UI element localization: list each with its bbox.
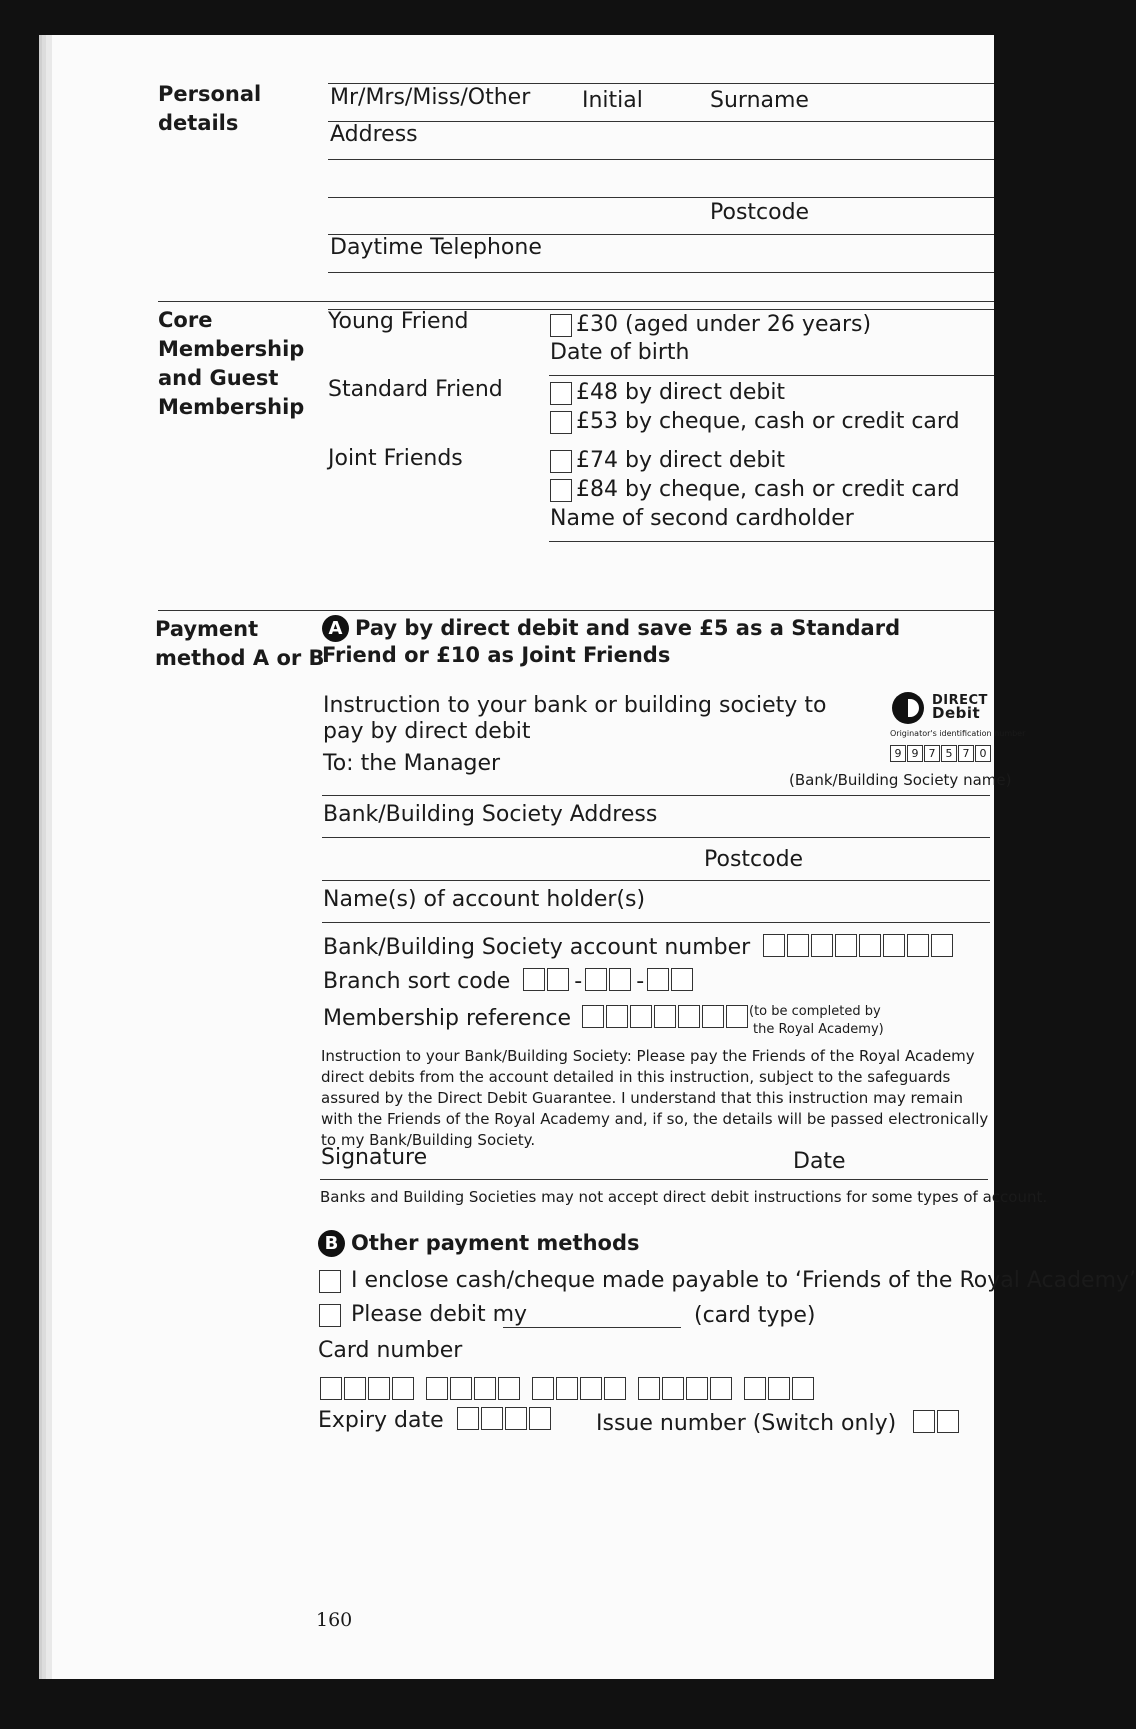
divider bbox=[328, 83, 994, 84]
form-page bbox=[52, 35, 1136, 1679]
ref-note-line: the Royal Academy) bbox=[753, 1022, 884, 1037]
date-of-birth-line[interactable] bbox=[549, 375, 994, 376]
direct-debit-title: Pay by direct debit and save £5 as a Standard Friend or £10 as Joint Friends bbox=[322, 616, 901, 667]
section-divider bbox=[158, 610, 994, 611]
sort-code-field[interactable] bbox=[323, 968, 695, 994]
card-number-label: Card number bbox=[318, 1338, 463, 1363]
option-b-badge: B bbox=[318, 1230, 345, 1257]
address-label: Address bbox=[330, 122, 418, 147]
issue-number-field[interactable] bbox=[596, 1410, 961, 1436]
card-number-boxes[interactable] bbox=[320, 1377, 816, 1401]
young-friend-label: Young Friend bbox=[328, 309, 469, 334]
joint-dd-checkbox[interactable] bbox=[550, 450, 572, 473]
standard-other-checkbox[interactable] bbox=[550, 411, 572, 434]
telephone-label: Daytime Telephone bbox=[330, 235, 542, 260]
enclose-cheque-label: I enclose cash/cheque made payable to ‘Friends of the Royal Academy’ bbox=[351, 1268, 1136, 1293]
card-type-label: (card type) bbox=[694, 1303, 816, 1328]
bank-postcode-line[interactable] bbox=[322, 880, 990, 881]
originator-digit: 7 bbox=[924, 745, 940, 762]
section-divider bbox=[158, 301, 994, 302]
dd-logo-bottom: Debit bbox=[932, 704, 981, 722]
standard-dd-price: £48 by direct debit bbox=[576, 380, 786, 405]
direct-debit-icon bbox=[890, 691, 930, 725]
originator-digit: 9 bbox=[890, 745, 906, 762]
joint-friends-label: Joint Friends bbox=[328, 446, 463, 471]
account-number-field[interactable] bbox=[323, 934, 955, 960]
membership-ref-field[interactable] bbox=[323, 1005, 750, 1031]
issue-number-boxes[interactable] bbox=[913, 1411, 961, 1436]
account-holders-label: Name(s) of account holder(s) bbox=[323, 887, 646, 912]
account-number-boxes[interactable] bbox=[763, 935, 955, 960]
page-number: 160 bbox=[316, 1609, 353, 1631]
account-number-label: Bank/Building Society account number bbox=[323, 935, 751, 960]
title-field-label: Mr/Mrs/Miss/Other bbox=[330, 85, 531, 110]
date-of-birth-label: Date of birth bbox=[550, 340, 690, 365]
initial-label: Initial bbox=[582, 88, 643, 113]
expiry-label: Expiry date bbox=[318, 1408, 444, 1433]
address-line[interactable] bbox=[328, 197, 994, 198]
standard-other-price: £53 by cheque, cash or credit card bbox=[576, 409, 960, 434]
standard-friend-label: Standard Friend bbox=[328, 377, 503, 402]
joint-dd-price: £74 by direct debit bbox=[576, 448, 786, 473]
expiry-field[interactable] bbox=[318, 1407, 553, 1433]
membership-ref-boxes[interactable] bbox=[582, 1006, 750, 1031]
issue-number-label: Issue number (Switch only) bbox=[596, 1411, 897, 1436]
section-personal-details: Personal details bbox=[158, 82, 262, 135]
option-a-badge: A bbox=[322, 615, 349, 642]
name-line[interactable] bbox=[328, 121, 994, 122]
originator-number bbox=[890, 742, 992, 762]
joint-other-price: £84 by cheque, cash or credit card bbox=[576, 477, 960, 502]
section-core-membership: Core Membership and Guest Membership bbox=[158, 308, 305, 419]
account-holders-line[interactable] bbox=[322, 922, 990, 923]
originator-digit: 5 bbox=[941, 745, 957, 762]
debit-card-checkbox[interactable] bbox=[319, 1304, 341, 1327]
direct-debit-heading bbox=[322, 615, 962, 668]
sort-code-label: Branch sort code bbox=[323, 969, 511, 994]
instruction-paragraph: Instruction to your Bank/Building Society: Please pay the Friends of the Royal Academy direct debits from the account detailed in this instruction, subject to the safeguards assured by the Direct Debit Guarantee. I understand that this instruction may remain with the Friends of the Royal Academy and, if so, the details will be passed electronically to my Bank/Building Society. bbox=[321, 1047, 989, 1149]
originator-digit: 7 bbox=[958, 745, 974, 762]
bank-address-label: Bank/Building Society Address bbox=[323, 802, 658, 827]
young-friend-price: £30 (aged under 26 years) bbox=[576, 312, 872, 337]
section-payment-method: Payment method A or B bbox=[155, 617, 325, 670]
ref-note-line: (to be completed by bbox=[749, 1004, 881, 1019]
telephone-line[interactable] bbox=[328, 272, 994, 273]
young-friend-checkbox[interactable] bbox=[550, 314, 572, 337]
originator-label: Originator's identification number bbox=[890, 729, 1026, 738]
signature-label: Signature bbox=[321, 1145, 428, 1170]
second-cardholder-label: Name of second cardholder bbox=[550, 506, 854, 531]
originator-digit: 0 bbox=[975, 745, 991, 762]
postcode-label: Postcode bbox=[710, 200, 810, 225]
joint-other-checkbox[interactable] bbox=[550, 479, 572, 502]
sort-code-boxes[interactable]: - - bbox=[523, 969, 695, 994]
address-line[interactable] bbox=[328, 159, 994, 160]
instruction-heading: Instruction to your bank or building society to pay by direct debit bbox=[323, 693, 827, 744]
card-type-line[interactable] bbox=[503, 1327, 681, 1328]
to-manager-label: To: the Manager bbox=[323, 751, 501, 776]
bank-postcode-label: Postcode bbox=[704, 847, 804, 872]
standard-dd-checkbox[interactable] bbox=[550, 382, 572, 405]
second-cardholder-line[interactable] bbox=[549, 541, 994, 542]
other-payment-heading bbox=[318, 1230, 640, 1257]
bank-name-hint: (Bank/Building Society name) bbox=[789, 771, 1012, 789]
date-label: Date bbox=[793, 1149, 846, 1174]
bank-address-line[interactable] bbox=[322, 837, 990, 838]
surname-label: Surname bbox=[710, 88, 809, 113]
signature-line[interactable] bbox=[320, 1179, 988, 1180]
membership-ref-label: Membership reference bbox=[323, 1006, 572, 1031]
expiry-boxes[interactable] bbox=[457, 1408, 553, 1433]
bank-name-line[interactable] bbox=[322, 795, 990, 796]
originator-digit: 9 bbox=[907, 745, 923, 762]
membership-ref-note bbox=[749, 1003, 884, 1039]
banks-note: Banks and Building Societies may not accept direct debit instructions for some types of account. bbox=[320, 1188, 1048, 1206]
enclose-cheque-checkbox[interactable] bbox=[319, 1270, 341, 1293]
dd-logo-top: DIRECT bbox=[932, 693, 988, 708]
other-payment-title: Other payment methods bbox=[351, 1231, 640, 1255]
debit-card-label: Please debit my bbox=[351, 1302, 528, 1327]
